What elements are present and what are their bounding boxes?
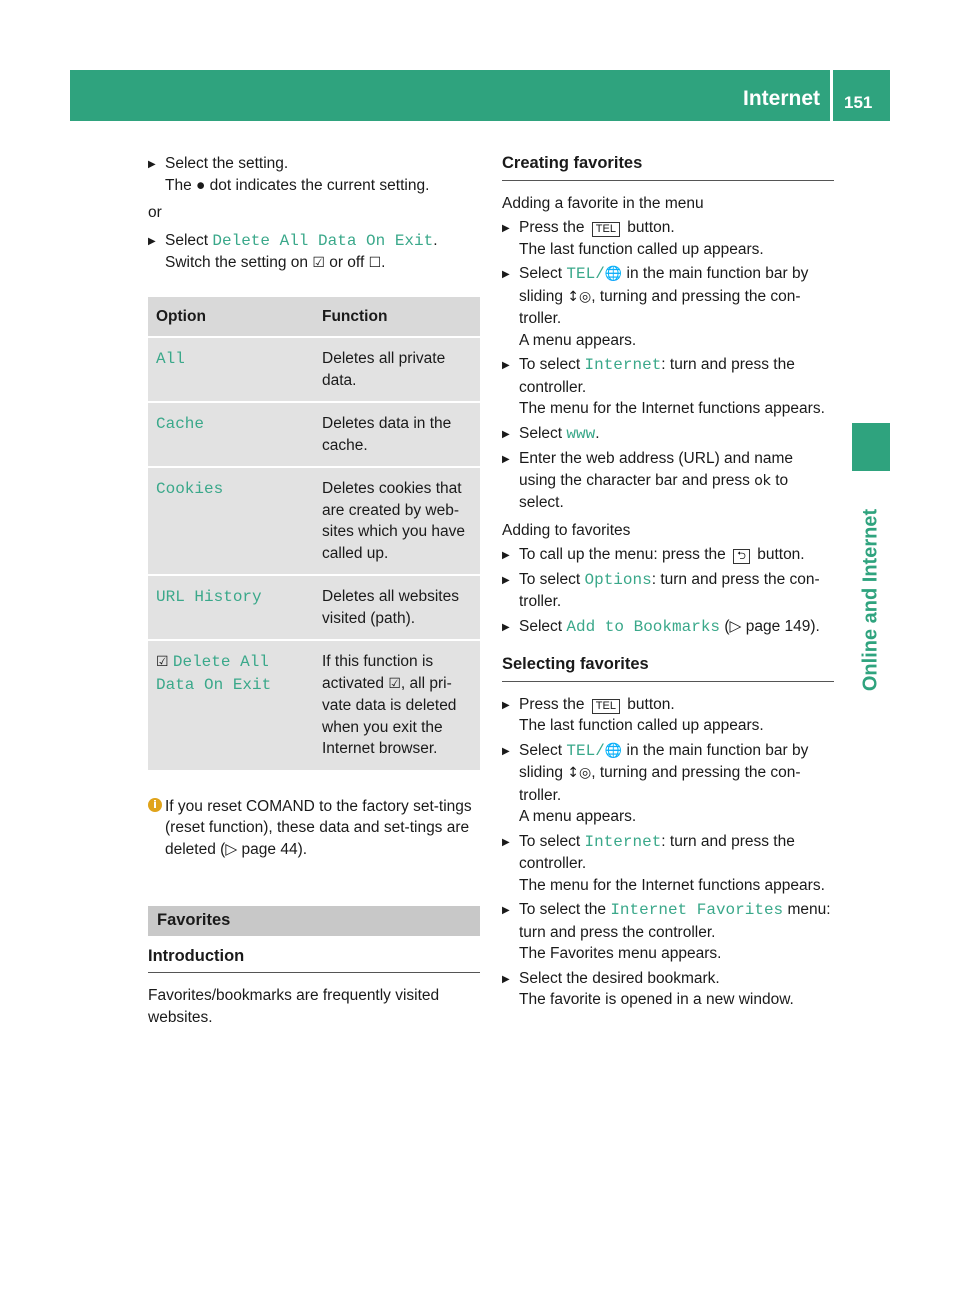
step-call-menu: ▶ To call up the menu: press the ⮌ button. <box>502 544 834 566</box>
tel-key-icon: TEL <box>592 222 620 237</box>
table-header-function: Function <box>314 297 480 338</box>
adding-to-favorites-text: Adding to favorites <box>502 521 631 539</box>
left-column <box>148 153 480 1031</box>
step-select-setting: ▶ Select the setting. The ● dot indicates the current setting. <box>148 153 480 196</box>
step-select-bookmark: ▶ Select the desired bookmark. The favorite is opened in a new window. <box>502 968 834 1011</box>
step-select-internet-2: ▶ To select Internet: turn and press the controller. The menu for the Internet functions appears. <box>502 831 834 897</box>
step-select-www: ▶ Select www. <box>502 423 834 446</box>
table-row: ☑ Delete All Data On Exit If this function is activated ☑, all pri-vate data is deleted when you exit the Internet browser. <box>148 640 480 771</box>
step-enter-address: ▶ Enter the web address (URL) and name using the character bar and press ok to select. <box>502 448 834 514</box>
creating-favorites-heading: Creating favorites <box>502 153 834 181</box>
info-note: i If you reset COMAND to the factory set-tings (reset function), these data and set-tings are deleted (▷ page 44). <box>148 796 480 861</box>
checkbox-empty-icon: ☐ <box>368 255 382 271</box>
checkbox-checked-icon: ☑ <box>156 654 169 670</box>
or-text: or <box>148 204 162 221</box>
introduction-heading: Introduction <box>148 946 480 974</box>
page-number: 151 <box>844 93 873 112</box>
adding-menu-text: Adding a favorite in the menu <box>502 194 704 212</box>
table-row: All Deletes all private data. <box>148 337 480 402</box>
step-select-options: ▶ To select Options: turn and press the con-troller. <box>502 569 834 613</box>
introduction-text: Favorites/bookmarks are frequently visited websites. <box>148 987 440 1026</box>
options-table <box>148 297 480 772</box>
right-column <box>502 153 834 1014</box>
favorites-section-bar: Favorites <box>148 906 480 936</box>
sidebar-section-label: Online and Internet <box>859 508 882 692</box>
ok-key-icon: ok <box>754 472 771 489</box>
header-separator <box>830 70 833 121</box>
table-header-option: Option <box>148 297 314 338</box>
step-select-internet-favorites: ▶ To select the Internet Favorites menu: turn and press the controller. The Favorites menu appears. <box>502 899 834 965</box>
step-select-tel: ▶ Select TEL/🌐 in the main function bar by sliding ↕◎, turning and pressing the con-troller. A menu appears. <box>502 263 834 351</box>
step-press-tel-2: ▶ Press the TEL button. The last function called up appears. <box>502 694 834 737</box>
table-row: Cookies Deletes cookies that are created by web-sites which you have called up. <box>148 467 480 575</box>
step-select-delete-all: ▶ Select Delete All Data On Exit. Switch the setting on ☑ or off ☐. <box>148 230 480 275</box>
globe-icon: 🌐 <box>604 742 623 759</box>
selecting-favorites-heading: Selecting favorites <box>502 654 834 682</box>
sidebar-tab-marker <box>852 423 890 471</box>
globe-icon: 🌐 <box>604 266 623 282</box>
step-select-internet: ▶ To select Internet: turn and press the controller. The menu for the Internet functions appears. <box>502 354 834 420</box>
step-add-bookmarks: ▶ Select Add to Bookmarks (▷ page 149). <box>502 616 834 639</box>
back-key-icon: ⮌ <box>733 549 750 564</box>
header-bar <box>70 70 890 121</box>
tel-key-icon: TEL <box>592 699 620 714</box>
step-press-tel: ▶ Press the TEL button. The last function called up appears. <box>502 217 834 260</box>
checkbox-checked-icon: ☑ <box>312 255 325 271</box>
controller-slide-icon: ↕◎ <box>567 288 592 305</box>
header-title: Internet <box>742 87 820 110</box>
info-icon: i <box>148 798 162 812</box>
table-row: URL History Deletes all websites visited (path). <box>148 575 480 640</box>
table-row: Cache Deletes data in the cache. <box>148 402 480 467</box>
controller-slide-icon: ↕◎ <box>567 765 592 781</box>
checkbox-checked-icon: ☑ <box>388 675 401 692</box>
step-select-tel-2: ▶ Select TEL/🌐 in the main function bar by sliding ↕◎, turning and pressing the con-troller. A menu appears. <box>502 740 834 828</box>
